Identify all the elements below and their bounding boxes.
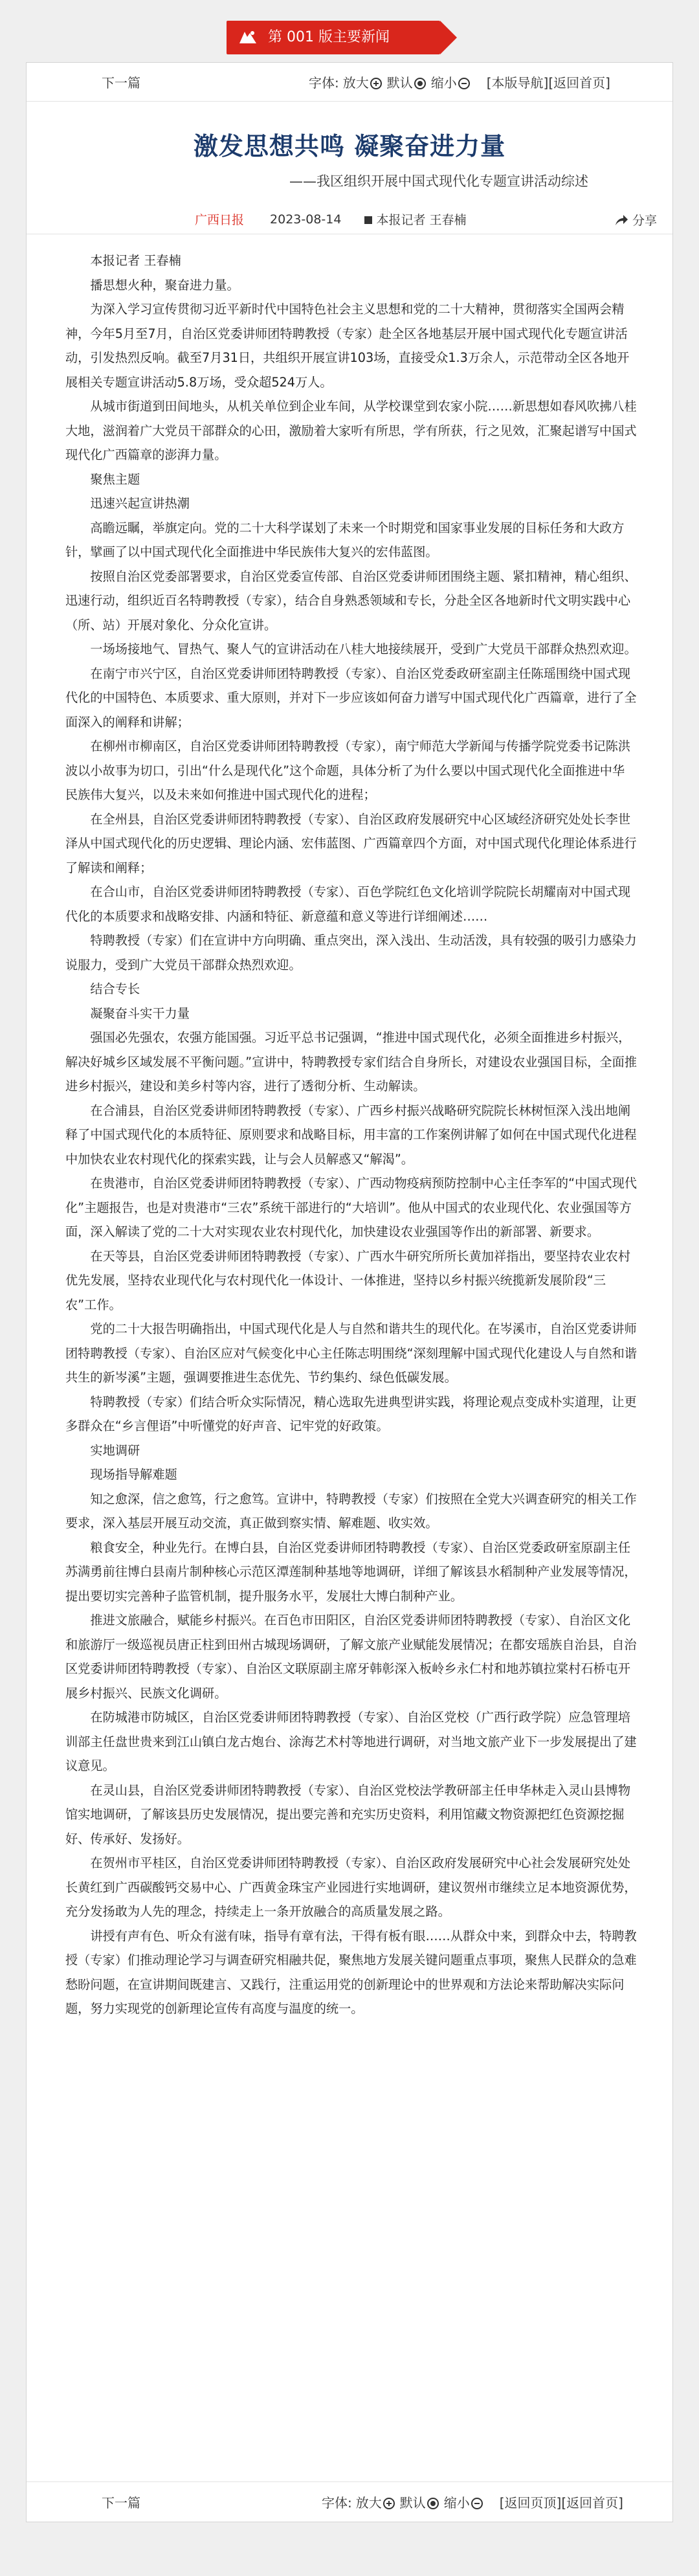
edition-banner[interactable] [227, 21, 440, 54]
article-paragraph: 讲授有声有色、听众有滋有味，指导有章有法，干得有板有眼……从群众中来，到群众中去，特聘教授（专家）们推动理论学习与调查研究相融共促，聚焦地方发展关键问题重点事项，聚焦人民群众的急难愁盼问题，在宣讲期间既建言、又践行，注重运用党的创新理论中的世界观和方法论来帮助解决实际问题，努力实现党的创新理论宣传有高度与温度的统一。 [65, 1928, 637, 2016]
article-paragraph: 在全州县，自治区党委讲师团特聘教授（专家）、自治区政府发展研究中心区域经济研究处处长李世泽从中国式现代化的历史逻辑、理论内涵、宏伟蓝图、广西篇章四个方面，对中国式现代化理论体系进行了解读和阐释； [65, 811, 637, 875]
article-paragraph: 聚焦主题 [90, 471, 140, 487]
article-paragraph: 在防城港市防城区，自治区党委讲师团特聘教授（专家）、自治区党校（广西行政学院）应急管理培训部主任盘世贵来到江山镇白龙古炮台、涂海艺术村等地进行调研，对当地文旅产业下一步发展提出了建议意见。 [65, 1710, 637, 1773]
font-label-bottom: 字体: [322, 2495, 352, 2511]
article-paragraph: 播思想火种，聚奋进力量。 [90, 277, 239, 293]
article-paragraph: 从城市街道到田间地头，从机关单位到企业车间，从学校课堂到农家小院……新思想如春风吹拂八桂大地，滋润着广大党员干部群众的心田，激励着大家听有所思，学有所获，行之见效，汇聚起谱写中国式现代化广西篇章的澎湃力量。 [65, 399, 637, 462]
dot-icon [414, 78, 426, 89]
next-article-link[interactable]: 下一篇 [102, 75, 140, 91]
font-default-button[interactable]: 默认 [387, 73, 427, 91]
article-paragraph: 高瞻远瞩，举旗定向。党的二十大科学谋划了未来一个时期党和国家事业发展的目标任务和大政方针，擘画了以中国式现代化全面推进中华民族伟大复兴的宏伟蓝图。 [65, 520, 625, 559]
share-button[interactable]: 分享 [614, 211, 657, 229]
article-paragraph: 实地调研 [90, 1442, 140, 1458]
article-paragraph: 一场场接地气、冒热气、聚人气的宣讲活动在八桂大地接续展开，受到广大党员干部群众热烈欢迎。 [90, 642, 637, 656]
font-default-button-bottom[interactable]: 默认 [400, 2492, 440, 2511]
font-larger-button[interactable]: 放大 [343, 73, 383, 91]
article-paragraph: 在贵港市，自治区党委讲师团特聘教授（专家）、广西动物疫病预防控制中心主任李军的“中国式现代化”主题报告，也是对贵港市“三农”系统干部进行的“大培训”。他从中国式的农业现代化、农业强国等方面，深入解读了党的二十大对实现农业农村现代化，加快建设农业强国等作出的新部署、新要求。 [65, 1176, 637, 1239]
source-link[interactable]: 广西日报 [195, 213, 245, 227]
article-paragraph: 在合山市，自治区党委讲师团特聘教授（专家）、百色学院红色文化培训学院院长胡耀南对中国式现代化的本质要求和战略安排、内涵和特征、新意蕴和意义等进行详细阐述…… [65, 884, 631, 924]
font-label: 字体: [309, 75, 339, 91]
article-paragraph: 在贺州市平桂区，自治区党委讲师团特聘教授（专家）、自治区政府发展研究中心社会发展研究处处长黄红到广西碳酸钙交易中心、广西黄金珠宝产业园进行实地调研，建议贺州市继续立足本地资源优势，充分发扬敢为人先的理念，持续走上一条开放融合的高质量发展之路。 [65, 1855, 637, 1919]
minus-icon [471, 2498, 483, 2509]
publish-date: 2023-08-14 [270, 212, 342, 227]
bottom-toolbar [27, 2481, 674, 2522]
article-paragraph: 党的二十大报告明确指出，中国式现代化是人与自然和谐共生的现代化。在岑溪市，自治区党委讲师团特聘教授（专家）、自治区应对气候变化中心主任陈志明围绕“深刻理解中国式现代化建设人与自然和谐共生的新岑溪”主题，强调要推进生态优先、节约集约、绿色低碳发展。 [65, 1321, 637, 1385]
next-article-link-bottom[interactable]: 下一篇 [102, 2495, 140, 2511]
article-paragraph: 为深入学习宣传贯彻习近平新时代中国特色社会主义思想和党的二十大精神，贯彻落实全国两会精神，今年5月至7月，自治区党委讲师团特聘教授（专家）赴全区各地基层开展中国式现代化专题宣讲活动，引发热烈反响。截至7月31日，共组织开展宣讲103场，直接受众1.3万余人，示范带动全区各地开展相关专题宣讲活动5.8万场，受众超524万人。 [65, 302, 630, 390]
share-icon [614, 214, 628, 227]
edition-nav-link[interactable]: [本版导航] [486, 75, 549, 91]
article-paragraph: 现场指导解难题 [90, 1467, 177, 1482]
article-subtitle: ——我区组织开展中国式现代化专题宣讲活动综述 [289, 174, 588, 189]
article-paragraph: 在柳州市柳南区，自治区党委讲师团特聘教授（专家），南宁师范大学新闻与传播学院党委书记陈洪波以小故事为切口，引出“什么是现代化”这个命题，具体分析了为什么要以中国式现代化全面推进中华民族伟大复兴，以及未来如何推进中国式现代化的进程； [65, 739, 631, 802]
font-smaller-button[interactable]: 缩小 [431, 73, 471, 91]
back-top-link[interactable]: [返回页顶] [499, 2495, 562, 2511]
font-smaller-button-bottom[interactable]: 缩小 [444, 2492, 484, 2511]
article-paragraph: 在灵山县，自治区党委讲师团特聘教授（专家）、自治区党校法学教研部主任申华林走入灵山县博物馆实地调研，了解该县历史发展情况，提出要完善和充实历史资料，利用馆藏文物资源把红色资源挖掘好、传承好、发扬好。 [65, 1782, 631, 1846]
back-home-link[interactable]: [返回首页] [548, 75, 610, 91]
article-paragraph: 迅速兴起宣讲热潮 [90, 496, 190, 511]
author: 本报记者 王春楠 [364, 210, 466, 228]
newspaper-logo-icon [238, 29, 258, 46]
article-paragraph: 特聘教授（专家）们结合听众实际情况，精心选取先进典型讲实践，将理论观点变成朴实道理，让更多群众在“乡言俚语”中听懂党的好声音、记牢党的好政策。 [65, 1394, 637, 1433]
article-paragraph: 在南宁市兴宁区，自治区党委讲师团特聘教授（专家）、自治区党委政研室副主任陈瑶围绕中国式现代化的中国特色、本质要求、重大原则，并对下一步应该如何奋力谱写中国式现代化广西篇章，进行了全面深入的阐释和讲解； [65, 666, 637, 730]
article-paragraph: 粮食安全，种业先行。在博白县，自治区党委讲师团特聘教授（专家）、自治区党委政研室原副主任苏满勇前往博白县南片制种核心示范区潭莲制种基地等地调研，详细了解该县水稻制种产业发展等情况，提出要切实完善种子监管机制，提升服务水平，发展壮大博白制种产业。 [65, 1540, 637, 1604]
article-paragraph: 本报记者 王春楠 [90, 253, 181, 268]
top-toolbar [27, 63, 672, 102]
article-paragraph: 凝聚奋斗实干力量 [90, 1005, 190, 1021]
edition-label: 第 001 版主要新闻 [268, 29, 390, 45]
plus-icon [383, 2498, 395, 2509]
font-size-controls-bottom [322, 2492, 484, 2511]
font-size-controls [309, 73, 471, 91]
article-title: 激发思想共鸣 凝聚奋进力量 [193, 132, 506, 161]
article-paragraph: 结合专长 [90, 981, 140, 996]
article-body [27, 234, 672, 2021]
top-bar [0, 0, 699, 65]
plus-icon [370, 78, 382, 89]
back-home-link-bottom[interactable]: [返回首页] [561, 2495, 623, 2511]
article-paragraph: 知之愈深，信之愈笃，行之愈笃。宣讲中，特聘教授（专家）们按照在全党大兴调查研究的相关工作要求，深入基层开展互动交流，真正做到察实情、解难题、收实效。 [65, 1491, 637, 1530]
article-meta [27, 208, 672, 234]
article-paragraph: 推进文旅融合，赋能乡村振兴。在百色市田阳区，自治区党委讲师团特聘教授（专家）、自治区文化和旅游厅一级巡视员唐正柱到田州古城现场调研，了解文旅产业赋能发展情况；在都安瑶族自治县，自治区党委讲师团特聘教授（专家）、自治区文联原副主席牙韩彰深入板岭乡永仁村和地苏镇拉棠村石桥屯开展乡村振兴、民族文化调研。 [65, 1613, 637, 1701]
article-paragraph: 在合浦县，自治区党委讲师团特聘教授（专家）、广西乡村振兴战略研究院院长林树恒深入浅出地阐释了中国式现代化的本质特征、原则要求和战略目标，用丰富的工作案例讲解了如何在中国式现代化进程中加快农业农村现代化的探索实践，让与会人员解惑又“解渴”。 [65, 1103, 637, 1167]
square-bullet-icon [364, 216, 372, 224]
dot-icon [427, 2498, 439, 2509]
article-paragraph: 特聘教授（专家）们在宣讲中方向明确、重点突出，深入浅出、生动活泼，具有较强的吸引力感染力说服力，受到广大党员干部群众热烈欢迎。 [65, 933, 637, 972]
article-paragraph: 按照自治区党委部署要求，自治区党委宣传部、自治区党委讲师团围绕主题、紧扣精神，精心组织、迅速行动，组织近百名特聘教授（专家），结合自身熟悉领域和专长，分赴全区各地新时代文明实践中心（所、站）开展对象化、分众化宣讲。 [65, 568, 637, 633]
article-paragraph: 强国必先强农，农强方能国强。习近平总书记强调，“推进中国式现代化，必须全面推进乡村振兴，解决好城乡区域发展不平衡问题。”宣讲中，特聘教授专家们结合自身所长，对建设农业强国目标，全面推进乡村振兴，建设和美乡村等内容，进行了透彻分析、生动解读。 [65, 1030, 637, 1093]
font-larger-button-bottom[interactable]: 放大 [356, 2492, 396, 2511]
article-card [26, 62, 673, 2522]
article-paragraph: 在天等县，自治区党委讲师团特聘教授（专家）、广西水牛研究所所长黄加祥指出，要坚持农业农村优先发展，坚持农业现代化与农村现代化一体设计、一体推进，坚持以乡村振兴统揽新发展阶段“三农”工作。 [65, 1248, 631, 1312]
minus-icon [458, 78, 470, 89]
